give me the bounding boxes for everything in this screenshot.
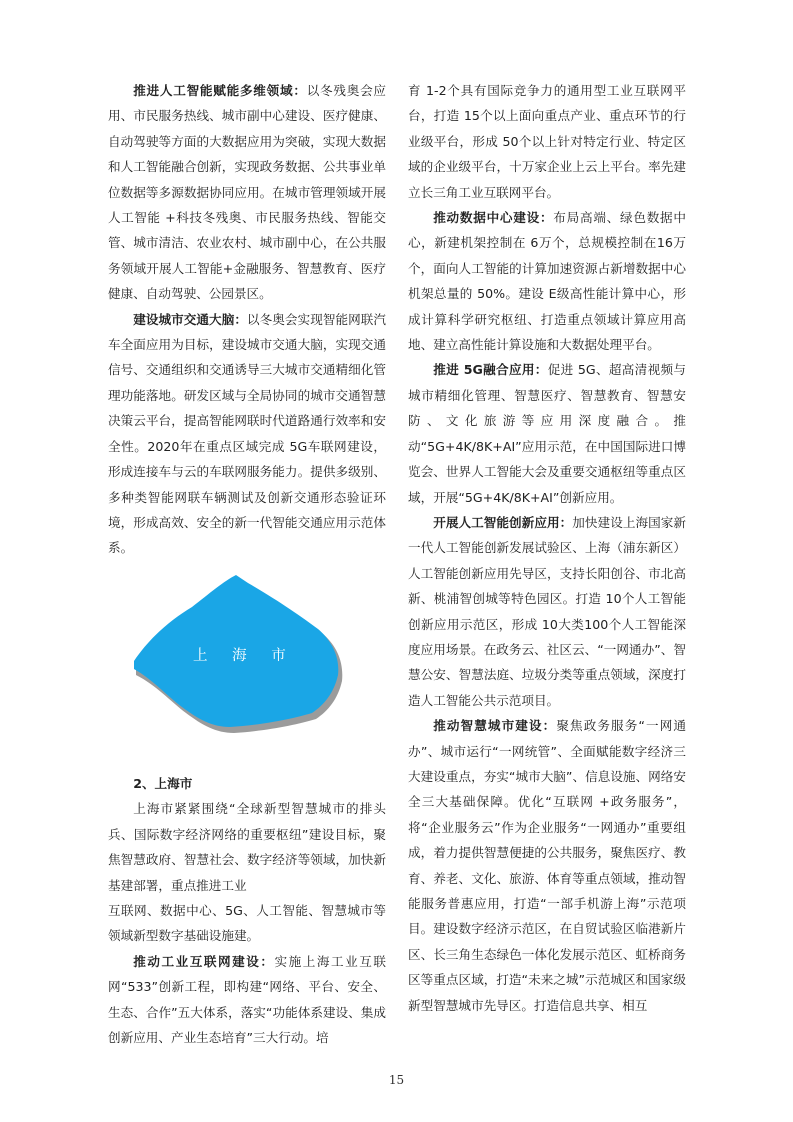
right-column [408, 78, 686, 1018]
paragraph: 育 1-2个具有国际竞争力的通用型工业互联网平台，打造 15个以上面向重点产业、重点环节的行业级平台，形成 50个以上针对特定行业、特定区域的企业级平台，十万家企业上云上平台。率先建立长三角工业互联网平台。 [408, 83, 686, 200]
paragraph-body: 以冬残奥会应用、市民服务热线、城市副中心建设、医疗健康、自动驾驶等方面的大数据应用为突破，实现大数据和人工智能融合创新，实现政务数据、公共事业单位数据等多源数据协同应用。在城市管理领域开展人工智能 +科技冬残奥、市民服务热线、智能交管、城市清洁、农业农村、城市副中心，在公共服务领域开展人工智能+金融服务、智慧教育、医疗健康、自动驾驶、公园景区。 [108, 83, 387, 302]
paragraph-lead: 推动数据中心建设： [433, 210, 554, 226]
left-column-lower [108, 771, 386, 1050]
paragraph-lead: 推动智慧城市建设： [433, 718, 557, 734]
paragraph-body: 实施上海工业互联网“533”创新工程，即构建“网络、平台、安全、生态、合作”五大体系，落实“功能体系建设、集成创新应用、产业生态培育”三大行动。培 [108, 953, 387, 1046]
paragraph: 上海市紧紧围绕“全球新型智慧城市的排头兵、国际数字经济网络的重要枢纽”建设目标，聚焦智慧政府、智慧社会、数字经济等领域，加快新基建部署，重点推进工业 [108, 801, 386, 893]
paragraph-body: 布局高端、绿色数据中心，新建机架控制在 6万个，总规模控制在16万个，面向人工智能的计算加速资源占新增数据中心机架总量的 50%。建设 E级高性能计算中心，形成计算科学研究枢纽、打造重点领域计算应用高地、建立高性能计算设施和大数据处理平台。 [408, 210, 687, 353]
paragraph [108, 307, 386, 561]
paragraph [108, 78, 386, 307]
paragraph-lead: 开展人工智能创新应用： [433, 514, 573, 530]
section-heading: 2、上海市 [133, 776, 193, 791]
paragraph [408, 205, 686, 357]
paragraph-body: 聚焦政务服务“一网通办”、城市运行“一网统管”、全面赋能数字经济三大建设重点，夯实“城市大脑”、信息设施、网络安全三大基础保障。优化“互联网 +政务服务”，将“企业服务云”作为企业服务“一网通办”重要组成，着力提供智慧便捷的公共服务，聚焦医疗、教育、养老、文化、旅游、体育等重点领域，推动智能服务普惠应用，打造“一部手机游上海”示范项目。建设数字经济示范区，在自贸试验区临港新片区、长三角生态绿色一体化发展示范区、虹桥商务区等重点区域，打造“未来之城”示范城区和国家级新型智慧城市先导区。打造信息共享、相互 [408, 718, 686, 1013]
paragraph [408, 510, 686, 713]
paragraph-lead: 推进人工智能赋能多维领域： [133, 83, 307, 98]
paragraph-body: 以冬奥会实现智能网联汽车全面应用为目标，建设城市交通大脑，实现交通信号、交通组织和交通诱导三大城市交通精细化管理功能落地。研发区域与全局协同的城市交通智慧决策云平台，提高智能网联时代道路通行效率和安全性。2020年在重点区域完成 5G车联网建设，形成连接车与云的车联网服务能力。提供多级别、多种类智能网联车辆测试及创新交通形态验证环境，形成高效、安全的新一代智能交通应用示范体系。 [108, 311, 387, 556]
paragraph [108, 949, 386, 1051]
paragraph [408, 357, 686, 509]
paragraph: 互联网、数据中心、5G、人工智能、智慧城市等领域新型数字基础设施建。 [108, 903, 386, 944]
paragraph-lead: 建设城市交通大脑： [133, 311, 247, 327]
left-column [108, 78, 386, 561]
paragraph-lead: 推进 5G融合应用： [433, 362, 548, 378]
paragraph-body: 加快建设上海国家新一代人工智能创新发展试验区、上海（浦东新区）人工智能创新应用先导区，支持长阳创谷、市北高新、桃浦智创城等特色园区。打造 10个人工智能创新应用示范区，形成 10大类100个人工智能深度应用场景。在政务云、社区云、“一网通办”、智慧公安、智慧法庭、垃圾分类等重点领域，深度打造人工智能公共示范项目。 [408, 514, 687, 708]
paragraph-lead: 推动工业互联网建设： [133, 953, 275, 969]
paragraph-body: 促进 5G、超高清视频与城市精细化管理、智慧医疗、智慧教育、智慧安防、文化旅游等应用深度融合。推动“5G+4K/8K+AI”应用示范，在中国国际进口博览会、世界人工智能大会及重要交通枢纽等重点区域，开展“5G+4K/8K+AI”创新应用。 [408, 362, 687, 505]
map-label: 上 海 市 [193, 648, 296, 664]
paragraph [408, 713, 686, 1018]
page-number: 15 [388, 1073, 405, 1087]
